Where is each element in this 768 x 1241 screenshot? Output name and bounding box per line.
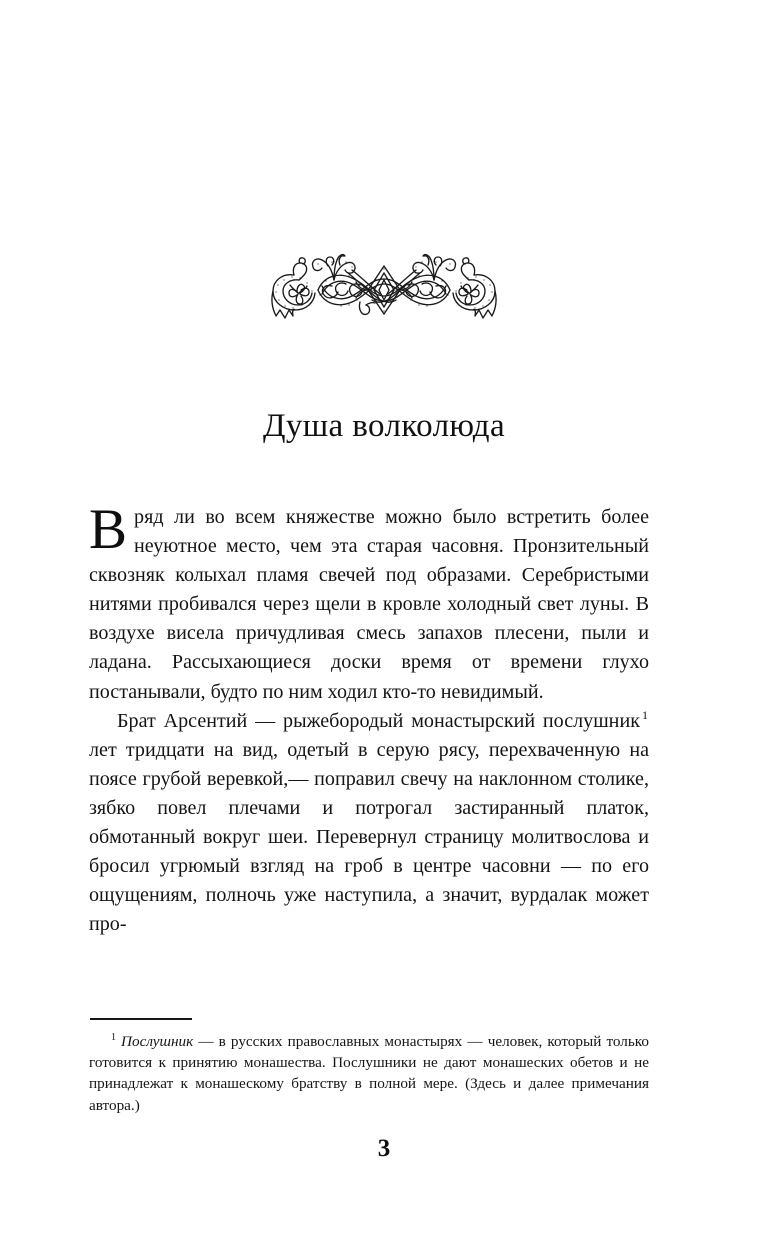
knotwork-headpiece-icon <box>262 240 506 326</box>
drop-cap: В <box>89 498 128 561</box>
footnote-separator-rule <box>90 1018 192 1020</box>
paragraph-first <box>89 498 649 707</box>
footnote-text: — в русских православных монастырях — человек, который только готовится к принятию монашества. Послушники не дают монашеских обетов и не принадлежат к монашескому братству в полной мере. (Здесь и далее примечания автора.) <box>89 1033 649 1114</box>
page-number: 3 <box>377 1135 391 1162</box>
footnote-number: 1 <box>111 1031 117 1043</box>
paragraph-second <box>89 707 649 940</box>
paragraph-second-text-before-footnote: Брат Арсентий — рыжебородый монастырский послушник <box>117 709 640 732</box>
body-text <box>89 498 649 939</box>
chapter-ornament <box>0 240 768 326</box>
paragraph-first-text: ряд ли во всем княжестве можно было встретить более неуютное место, чем эта старая часовня. Пронзительный сквозняк колыхал пламя свечей под образами. Серебристыми нитями пробивался через щели в кровле холодный свет луны. В воздухе висела причудливая смесь запахов плесени, пыли и ладана. Рассыхающиеся доски время от времени глухо постанывали, будто по ним ходил кто-то невидимый. <box>89 506 649 703</box>
footnote-block <box>89 1031 649 1116</box>
footnote-reference-marker[interactable]: 1 <box>641 708 648 723</box>
chapter-title: Душа волколюда <box>262 408 506 445</box>
footnote-term: Послушник <box>121 1033 194 1050</box>
paragraph-second-text-after-footnote: лет тридцати на вид, одетый в серую рясу, перехваченную на поясе грубой веревкой,— поправил свечу на наклонном столике, зябко повел плечами и потрогал застиранный платок, обмотанный вокруг шеи. Перевернул страницу молитвослова и бросил угрюмый взгляд на гроб в центре часовни — по его ощущениям, полночь уже наступила, а значит, вурдалак может про- <box>89 738 649 936</box>
footnote-item <box>89 1031 649 1116</box>
